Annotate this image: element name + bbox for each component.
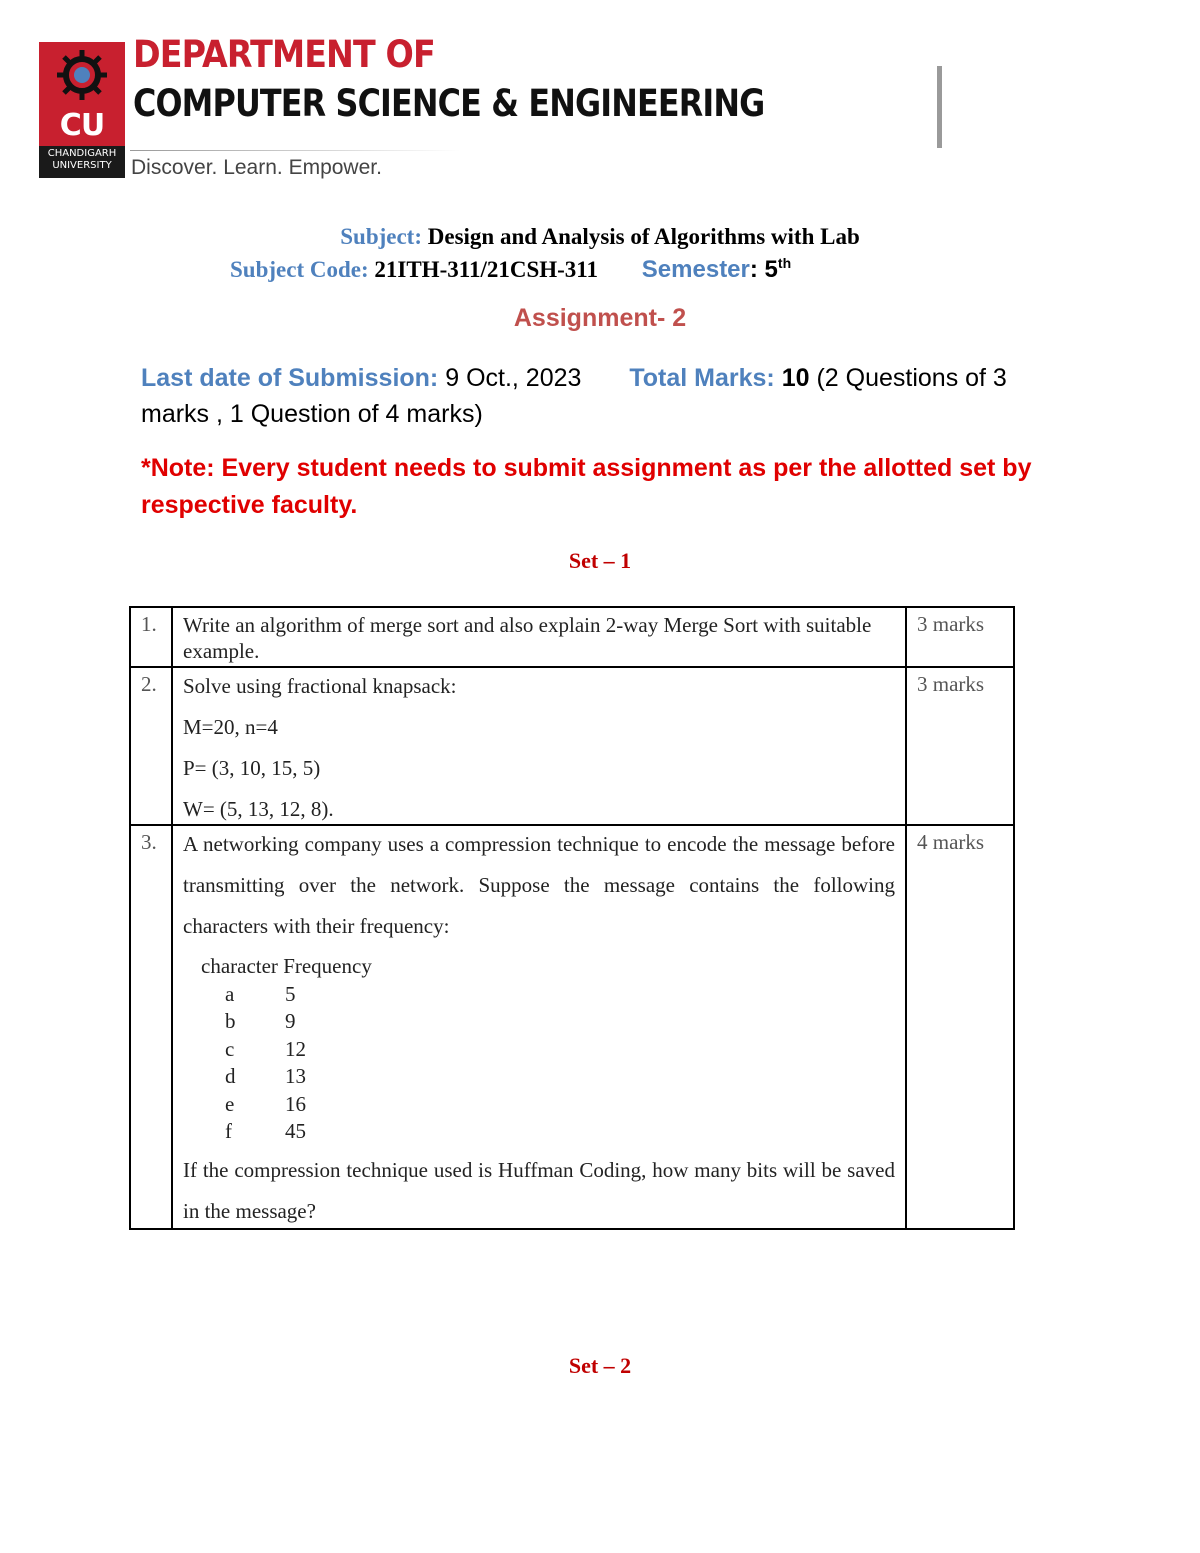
question-marks: 4 marks: [906, 825, 1014, 1229]
question-number: 3.: [130, 825, 172, 1229]
table-row: [130, 667, 1014, 825]
tagline: Discover. Learn. Empower.: [131, 156, 382, 179]
due-value: 9 Oct., 2023: [445, 364, 582, 392]
frequency-row: e 16: [225, 1091, 306, 1116]
note: *Note: Every student needs to submit assignment as per the allotted set by respective faculty.: [141, 454, 1032, 519]
frequency-row: c 12: [225, 1036, 306, 1061]
subject-value: Design and Analysis of Algorithms with Lab: [427, 224, 860, 249]
total-marks-label: Total Marks:: [629, 364, 775, 392]
header-vertical-bar: [937, 66, 942, 148]
set-1-heading: Set – 1: [568, 548, 632, 573]
question-text: A networking company uses a compression technique to encode the message before transmitting over the network. Suppose the message contains the following characters with their frequency: character Frequency a 5 b 9 c 12 d 13 e 16 f 45 If the compression technique used is Huffman Coding, how many bits will be saved in the message?: [172, 825, 906, 1229]
subject-code-label: Subject Code:: [230, 257, 369, 282]
logo-university-name: CHANDIGARH UNIVERSITY: [47, 148, 117, 171]
subject-label: Subject:: [340, 224, 423, 249]
frequency-row: a 5: [225, 981, 296, 1006]
department-title-line2: COMPUTER SCIENCE & ENGINEERING: [133, 82, 765, 125]
semester: Semester: 5th: [641, 255, 792, 283]
gear-emblem-icon: [39, 42, 125, 112]
subject-code-value: 21ITH-311/21CSH-311: [374, 257, 599, 282]
question-number: 2.: [130, 667, 172, 825]
university-logo: [39, 42, 125, 178]
table-row: [130, 825, 1014, 1229]
set-2-heading: Set – 2: [568, 1353, 632, 1378]
subject-line: [0, 224, 1200, 250]
logo-cu-text: CU: [59, 108, 105, 143]
question-number: 1.: [130, 607, 172, 667]
set-1-questions-table: [129, 606, 1015, 1230]
assignment-title: Assignment- 2: [513, 304, 687, 332]
department-title-line1: DEPARTMENT OF: [133, 33, 435, 76]
question-marks: 3 marks: [906, 667, 1014, 825]
frequency-row: b 9: [225, 1009, 296, 1033]
question-text: Write an algorithm of merge sort and also explain 2-way Merge Sort with suitable example.: [172, 607, 906, 667]
question-text: Solve using fractional knapsack: M=20, n=4 P= (3, 10, 15, 5) W= (5, 13, 12, 8).: [172, 667, 906, 825]
frequency-table: character Frequency a 5 b 9 c 12 d 13 e 16 f 45: [201, 953, 895, 1146]
submission-info: [141, 360, 1081, 432]
subject-code-line: [230, 255, 791, 284]
total-marks-detail: (2 Questions of 3 marks , 1 Question of 4 marks): [141, 364, 1007, 428]
frequency-row: f 45: [225, 1119, 306, 1143]
total-marks-value: 10: [781, 364, 810, 392]
frequency-row: d 13: [225, 1064, 306, 1088]
question-marks: 3 marks: [906, 607, 1014, 667]
table-row: [130, 607, 1014, 667]
header-divider: [130, 150, 460, 151]
due-label: Last date of Submission:: [141, 364, 439, 392]
